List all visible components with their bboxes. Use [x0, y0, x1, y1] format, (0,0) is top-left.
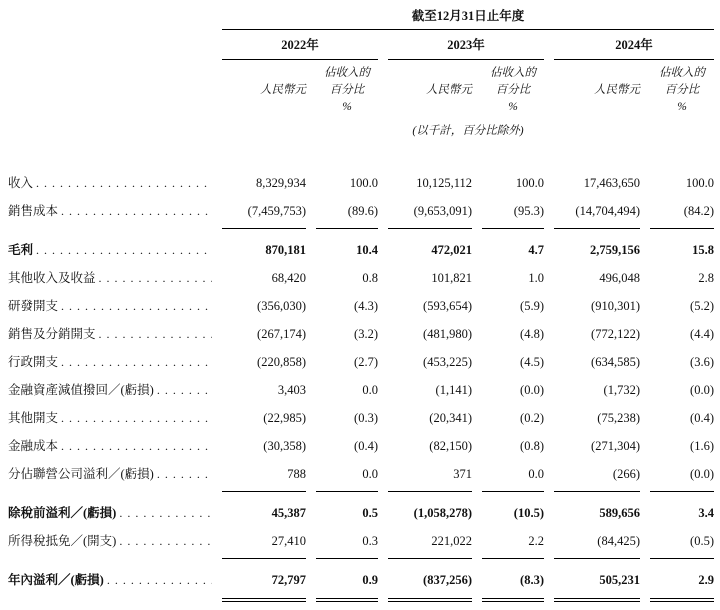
cell: 0.3	[362, 534, 378, 548]
dot-leader	[61, 292, 212, 320]
rule-segment	[316, 491, 378, 492]
cell: 45,387	[271, 506, 306, 520]
cell: 0.5	[362, 506, 378, 520]
row-label-text: 銷售成本	[8, 204, 59, 218]
row-label-text: 毛利	[8, 243, 34, 257]
row-label-text: 金融成本	[8, 439, 59, 453]
cell: (5.2)	[690, 299, 714, 313]
pct-header-line3: %	[508, 101, 518, 113]
pct-header-line1: 佔收入的	[324, 67, 370, 79]
row-label	[8, 320, 212, 348]
rule-segment	[554, 228, 640, 229]
cell: (634,585)	[591, 355, 640, 369]
table-row-selling-expenses	[8, 320, 720, 348]
year-header-2022: 2022年	[222, 30, 378, 60]
row-label-text: 年內溢利／(虧損)	[8, 573, 104, 587]
unit-note: (以千計，百分比除外)	[412, 125, 524, 137]
cell: 72,797	[271, 573, 306, 587]
rule-segment	[482, 491, 544, 492]
rule-segment	[316, 228, 378, 229]
cell: (593,654)	[423, 299, 472, 313]
cell: (95.3)	[513, 204, 544, 218]
pct-header-line1: 佔收入的	[659, 67, 705, 79]
dot-leader	[61, 197, 212, 225]
col-header-pct-2022	[316, 65, 378, 116]
table-row-other-expenses	[8, 404, 720, 432]
cell: 100.0	[685, 176, 714, 190]
cell: 8,329,934	[256, 176, 306, 190]
cell: (82,150)	[429, 439, 472, 453]
double-rule	[8, 598, 720, 602]
rule-segment	[554, 491, 640, 492]
cell: (1,058,278)	[413, 506, 472, 520]
cell: 788	[287, 467, 306, 481]
rule-segment	[650, 228, 714, 229]
col-header-rmb-2023: 人民幣元	[426, 84, 472, 96]
cell: 2,759,156	[590, 243, 640, 257]
row-label	[8, 499, 212, 527]
rule-segment	[388, 558, 472, 559]
table-row-impairment	[8, 376, 720, 404]
cell: (4.4)	[690, 327, 714, 341]
cell: (0.4)	[690, 411, 714, 425]
cell: (0.0)	[520, 383, 544, 397]
pct-header-line2: 百分比	[329, 84, 365, 96]
table-row-revenue	[8, 169, 720, 197]
col-header-pct-2023	[482, 65, 544, 116]
rule-segment	[554, 598, 640, 602]
cell: (0.4)	[354, 439, 378, 453]
dot-leader	[61, 404, 212, 432]
row-label	[8, 236, 212, 264]
cell: 4.7	[528, 243, 544, 257]
cell: 101,821	[431, 271, 472, 285]
cell: 3.4	[698, 506, 714, 520]
row-label-text: 除稅前溢利／(虧損)	[8, 506, 117, 520]
row-label	[8, 292, 212, 320]
col-header-rmb-2022: 人民幣元	[260, 84, 306, 96]
cell: (0.0)	[690, 467, 714, 481]
cell: (0.3)	[354, 411, 378, 425]
table-row-rd-expenses	[8, 292, 720, 320]
cell: 15.8	[692, 243, 714, 257]
cell: (10.5)	[513, 506, 544, 520]
col-header-rmb-2024: 人民幣元	[594, 84, 640, 96]
cell: (9,653,091)	[413, 204, 472, 218]
cell: (20,341)	[429, 411, 472, 425]
row-label-text: 其他開支	[8, 411, 59, 425]
rule-segment	[482, 598, 544, 602]
cell: (772,122)	[591, 327, 640, 341]
row-label	[8, 348, 212, 376]
row-label	[8, 376, 212, 404]
cell: 870,181	[265, 243, 306, 257]
row-label	[8, 404, 212, 432]
table-title: 截至12月31日止年度	[222, 8, 714, 30]
cell: 0.0	[362, 383, 378, 397]
table-row-other-income	[8, 264, 720, 292]
cell: 371	[453, 467, 472, 481]
cell: 100.0	[515, 176, 544, 190]
unit-note-row	[8, 116, 720, 139]
single-rule	[8, 228, 720, 229]
cell: (1.6)	[690, 439, 714, 453]
cell: 0.0	[528, 467, 544, 481]
cell: (481,980)	[423, 327, 472, 341]
cell: (89.6)	[347, 204, 378, 218]
table-header	[8, 8, 720, 30]
cell: (14,704,494)	[575, 204, 640, 218]
row-label-text: 其他收入及收益	[8, 271, 96, 285]
cell: (1,141)	[435, 383, 472, 397]
cell: 3,403	[277, 383, 306, 397]
table-row-income-tax	[8, 527, 720, 555]
table-row-profit-for-year	[8, 561, 720, 594]
column-header-row	[8, 60, 720, 116]
rule-segment	[222, 598, 306, 602]
rule-segment	[650, 558, 714, 559]
cell: (356,030)	[257, 299, 306, 313]
cell: (75,238)	[597, 411, 640, 425]
cell: (8.3)	[520, 573, 544, 587]
dot-leader	[61, 348, 212, 376]
row-label-text: 所得稅抵免／(開支)	[8, 534, 117, 548]
row-label	[8, 527, 212, 555]
cell: 0.8	[362, 271, 378, 285]
year-header-row	[8, 30, 720, 60]
row-label	[8, 460, 212, 488]
cell: (2.7)	[354, 355, 378, 369]
row-label-text: 金融資產減值撥回／(虧損)	[8, 383, 154, 397]
cell: (266)	[612, 467, 640, 481]
cell: (3.6)	[690, 355, 714, 369]
cell: (22,985)	[263, 411, 306, 425]
dot-leader	[119, 499, 212, 527]
cell: 10.4	[356, 243, 378, 257]
rule-segment	[388, 228, 472, 229]
row-label-text: 研發開支	[8, 299, 59, 313]
row-label	[8, 432, 212, 460]
pct-header-line2: 百分比	[495, 84, 531, 96]
cell: (271,304)	[591, 439, 640, 453]
cell: (7,459,753)	[247, 204, 306, 218]
cell: 100.0	[349, 176, 378, 190]
row-label-text: 收入	[8, 176, 34, 190]
cell: 2.8	[698, 271, 714, 285]
rule-segment	[482, 558, 544, 559]
cell: (4.5)	[520, 355, 544, 369]
cell: (453,225)	[423, 355, 472, 369]
pct-header-line2: 百分比	[664, 84, 700, 96]
rule-segment	[316, 558, 378, 559]
table-row-gross-profit	[8, 231, 720, 264]
rule-segment	[222, 228, 306, 229]
table-row-finance-costs	[8, 432, 720, 460]
year-header-2024: 2024年	[554, 30, 714, 60]
cell: (84,425)	[597, 534, 640, 548]
row-label-text: 行政開支	[8, 355, 59, 369]
cell: 496,048	[599, 271, 640, 285]
cell: 1.0	[528, 271, 544, 285]
dot-leader	[99, 264, 212, 292]
row-label-text: 銷售及分銷開支	[8, 327, 96, 341]
cell: (4.8)	[520, 327, 544, 341]
dot-leader	[119, 527, 212, 555]
rule-segment	[222, 558, 306, 559]
row-label	[8, 197, 212, 225]
year-header-2023: 2023年	[388, 30, 544, 60]
cell: (30,358)	[263, 439, 306, 453]
table-row-profit-before-tax	[8, 494, 720, 527]
rule-segment	[650, 598, 714, 602]
pct-header-line3: %	[677, 101, 687, 113]
pct-header-line1: 佔收入的	[490, 67, 536, 79]
cell: 2.2	[528, 534, 544, 548]
cell: 0.9	[362, 573, 378, 587]
table-row-share-of-associates	[8, 460, 720, 488]
row-label	[8, 169, 212, 197]
rule-segment	[316, 598, 378, 602]
rule-segment	[650, 491, 714, 492]
cell: (4.3)	[354, 299, 378, 313]
cell: 221,022	[431, 534, 472, 548]
row-label-text: 分佔聯營公司溢利／(虧損)	[8, 467, 154, 481]
cell: (3.2)	[354, 327, 378, 341]
dot-leader	[157, 460, 212, 488]
rule-segment	[388, 598, 472, 602]
row-label	[8, 566, 212, 594]
dot-leader	[36, 169, 212, 197]
cell: 10,125,112	[416, 176, 472, 190]
cell: (84.2)	[683, 204, 714, 218]
rule-segment	[388, 491, 472, 492]
cell: 505,231	[599, 573, 640, 587]
cell: (0.2)	[520, 411, 544, 425]
dot-leader	[36, 236, 212, 264]
pct-header-line3: %	[342, 101, 352, 113]
cell: 0.0	[362, 467, 378, 481]
cell: (5.9)	[520, 299, 544, 313]
cell: (1,732)	[603, 383, 640, 397]
col-header-pct-2024	[650, 65, 714, 116]
dot-leader	[99, 320, 212, 348]
table-row-cost-of-sales	[8, 197, 720, 225]
dot-leader	[61, 432, 212, 460]
cell: (220,858)	[257, 355, 306, 369]
cell: (0.0)	[690, 383, 714, 397]
cell: 68,420	[271, 271, 306, 285]
cell: 472,021	[431, 243, 472, 257]
single-rule	[8, 491, 720, 492]
table-row-admin-expenses	[8, 348, 720, 376]
cell: 589,656	[599, 506, 640, 520]
rule-segment	[482, 228, 544, 229]
dot-leader	[157, 376, 212, 404]
cell: 27,410	[271, 534, 306, 548]
row-label	[8, 264, 212, 292]
cell: (0.5)	[690, 534, 714, 548]
cell: 17,463,650	[583, 176, 640, 190]
single-rule	[8, 558, 720, 559]
rule-segment	[554, 558, 640, 559]
cell: 2.9	[698, 573, 714, 587]
cell: (910,301)	[591, 299, 640, 313]
rule-segment	[222, 491, 306, 492]
cell: (0.8)	[520, 439, 544, 453]
cell: (837,256)	[423, 573, 472, 587]
table-body	[8, 169, 720, 602]
dot-leader	[107, 566, 212, 594]
cell: (267,174)	[257, 327, 306, 341]
